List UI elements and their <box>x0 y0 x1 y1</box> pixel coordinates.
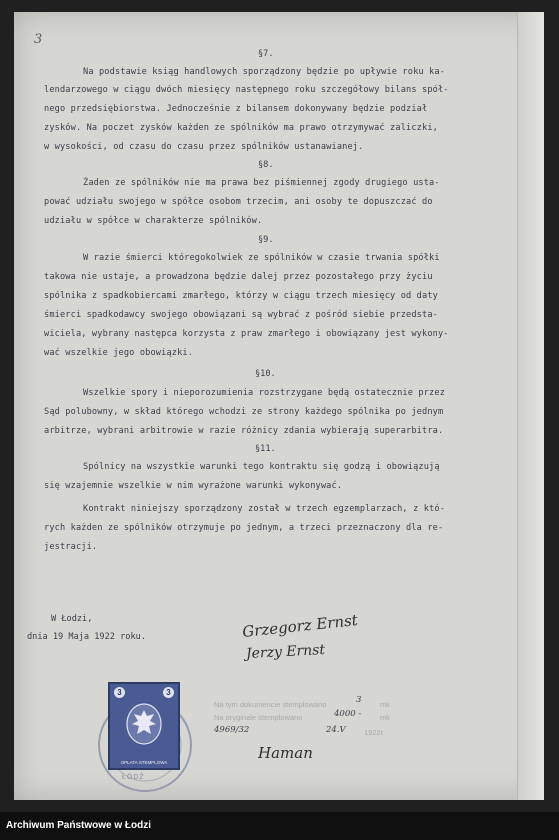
text-line: zysków. Na poczet zysków każden ze spólników ma prawo otrzymywać zaliczki, <box>44 123 438 133</box>
text-line: śmierci spadkodawcy swojego obowiązani są wybrać z pośród siebie przedsta- <box>44 310 438 320</box>
stamp-label: OPŁATA STEMPLOWA <box>120 760 168 765</box>
fee-note <box>214 695 444 780</box>
section-heading: §9. <box>258 235 274 245</box>
archive-footer <box>0 812 559 840</box>
text-line: pować udziału swojego w spółce osobom trzecim, ani osoby te dopuszczać do <box>44 197 433 207</box>
text-line: Spólnicy na wszystkie warunki tego kontraktu się godzą i obowiązują <box>83 462 440 472</box>
text-line: jestracji. <box>44 542 98 552</box>
text-line: Sąd polubowny, w skład którego wchodzi ze strony każdego spólnika po jednym <box>44 407 444 417</box>
text-line: takowa nie ustaje, a prowadzona będzie dalej przez pozostałego przy życiu <box>44 272 433 282</box>
eagle-emblem-icon <box>124 702 164 746</box>
fee-value-2: 4000 - <box>334 709 362 719</box>
text-line: rych każden ze spólników otrzymuje po jednym, a trzeci przeznaczony dla re- <box>44 523 444 533</box>
fee-year: 1922r. <box>364 728 385 737</box>
fee-unit-2: mk <box>380 713 390 722</box>
text-line: Na podstawie ksiąg handlowych sporządzony będzie po upływie roku ka- <box>83 67 446 77</box>
text-line: udziału w spółce w charakterze spólników. <box>44 216 263 226</box>
fee-signature: Haman <box>258 744 313 762</box>
text-line: Kontrakt niniejszy sporządzony został w trzech egzemplarzach, z któ- <box>83 504 446 514</box>
seal-text: ŁÓDŹ <box>122 774 145 781</box>
section-heading: §10. <box>255 369 276 379</box>
text-line: wać wszelkie jego obowiązki. <box>44 348 194 358</box>
text-line: spólnika z spadkobiercami zmarłego, którzy w ciągu trzech miesięcy od daty <box>44 291 438 301</box>
text-line: arbitrze, wybrani arbitrowie w razie różnicy zdania wybierają superarbitra. <box>44 426 444 436</box>
fee-line-1: Na tym dokumencie stemplowano <box>214 700 327 709</box>
section-heading: §11. <box>255 444 276 454</box>
text-line: Wszelkie spory i nieporozumienia rozstrzygane będą ostatecznie przez <box>83 388 446 398</box>
archive-name: Archiwum Państwowe w Łodzi <box>6 820 152 831</box>
text-line: Żaden ze spólników nie ma prawa bez piśmiennej zgody drugiego usta- <box>83 178 440 188</box>
stamp-value: 3 <box>163 687 174 698</box>
document-page <box>14 12 544 800</box>
date-line: dnia 19 Maja 1922 roku. <box>27 632 146 642</box>
fee-value-1: 3 <box>356 695 362 705</box>
text-line: się wzajemnie wszelkie w nim wyrażone warunki wykonywać. <box>44 481 343 491</box>
signature-2: Jerzy Ernst <box>245 641 326 663</box>
signature-1: Grzegorz Ernst <box>241 610 359 642</box>
place-line: W Łodzi, <box>51 614 93 624</box>
text-line: w wysokości, od czasu do czasu przez spólników ustanawianej. <box>44 142 364 152</box>
page-mark: 3 <box>34 32 43 47</box>
fee-line-2: Na oryginale stemplowano <box>214 713 303 722</box>
text-line: wiciela, wybrany następca korzysta z praw zmarłego i obowiązany jest wykony- <box>44 329 449 339</box>
fee-date: 24.V <box>326 725 346 735</box>
section-heading: §8. <box>258 160 274 170</box>
text-line: W razie śmierci któregokolwiek ze spólników w czasie trwania spółki <box>83 253 440 263</box>
fee-ref: 4969/32 <box>214 725 250 735</box>
stamp-value: 3 <box>114 687 125 698</box>
text-line: lendarzowego w ciągu dwóch miesięcy następnego roku szczegółowy bilans spół- <box>44 85 449 95</box>
revenue-stamp <box>108 682 180 770</box>
section-heading: §7. <box>258 49 274 59</box>
paper-edge <box>517 12 544 800</box>
text-line: nego przedsiębiorstwa. Jednocześnie z bilansem dokonywany będzie podział <box>44 104 428 114</box>
fee-unit-1: mk <box>380 700 390 709</box>
